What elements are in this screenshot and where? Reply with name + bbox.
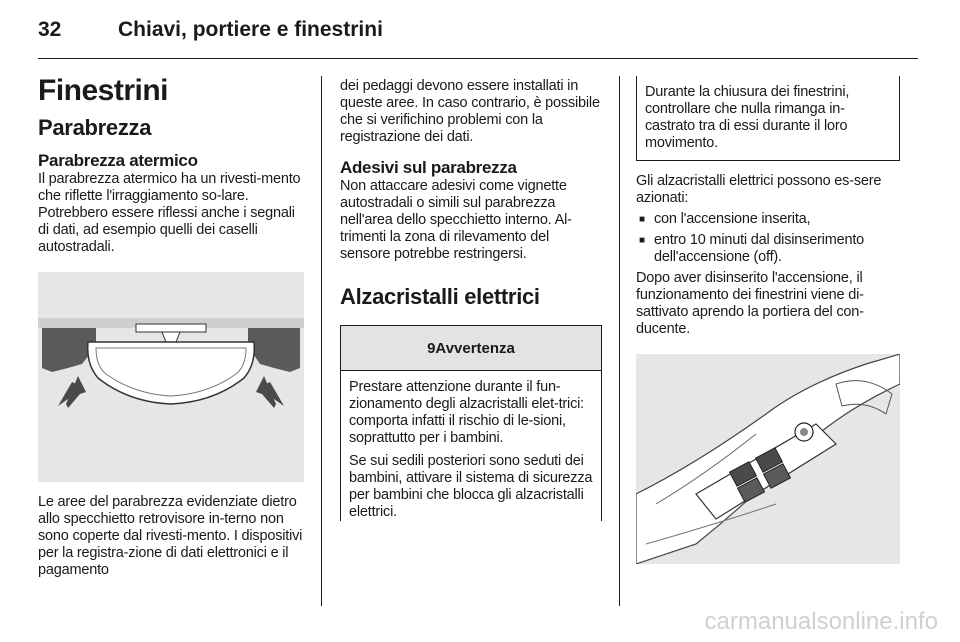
column-1 [38,70,304,579]
watermark: carmanualsonline.info [704,608,938,635]
list-item: ■ entro 10 minuti dal disinserimento dell'accensione (off). [636,232,900,266]
note-box [636,76,900,161]
mirror-illustration [38,272,304,482]
note-text: Durante la chiusura dei finestrini, controllare che nulla rimanga in-castrato tra di essi durante il loro movimento. [645,84,850,151]
paragraph: Dopo aver disinserito l'accensione, il funzionamento dei finestrini viene di-sattivato aprendo la portiera del con-ducente. [636,270,864,337]
paragraph: Il parabrezza atermico ha un rivesti-mento che riflette l'irraggiamento so-lare. Potrebbero essere riflessi anche i segnali di dati, ad esempio quelli dei caselli autostradali. [38,171,301,255]
column-divider-2 [619,76,620,606]
column-2 [340,70,602,521]
window-switch-figure [636,354,900,564]
paragraph: dei pedaggi devono essere installati in queste aree. In caso contrario, è possibile che si verifichino problemi con la registrazione dei dati. [340,78,600,145]
warning-box [340,325,602,521]
paragraph: Gli alzacristalli elettrici possono es-sere azionati: [636,173,882,206]
page-number: 32 [38,18,62,41]
chapter-heading: Finestrini [38,74,169,107]
subsection-heading: Parabrezza atermico [38,151,198,170]
warning-paragraph: Se sui sedili posteriori sono seduti dei bambini, attivare il sistema di sicurezza per bambini che blocca gli alzacristalli elettrici. [349,453,593,520]
windscreen-mirror-figure [38,272,304,482]
warning-title: Avvertenza [435,339,515,357]
column-divider-1 [321,76,322,606]
page-header [38,18,918,48]
subsection-heading: Adesivi sul parabrezza [340,158,517,177]
warning-paragraph: Prestare attenzione durante il fun-zionamento degli alzacristalli elet-trici: comporta infatti il rischio di le-sioni, soprattutto per i bambini. [349,379,584,446]
paragraph: Le aree del parabrezza evidenziate dietro allo specchietto retrovisore in-terno non sono coperte dal rivesti-mento. I dispositivi per la registra-zione di dati elettronici e il pagamento [38,494,303,578]
warning-header [341,325,601,371]
header-rule [38,58,918,59]
list-item: ■ con l'accensione inserita, [636,211,900,228]
bullet-list [636,211,900,266]
section-heading: Alzacristalli elettrici [340,284,540,309]
paragraph: Non attaccare adesivi come vignette autostradali o simili sul parabrezza nell'area dello specchietto interno. Al-trimenti la zona di rilevamento del sensore potrebbe restringersi. [340,178,572,262]
warning-body [341,371,601,521]
chapter-title: Chiavi, portiere e finestrini [118,18,383,41]
door-panel-illustration [636,354,900,564]
column-3 [636,70,900,564]
section-heading: Parabrezza [38,115,152,140]
warning-triangle-icon: 9 [427,339,436,357]
